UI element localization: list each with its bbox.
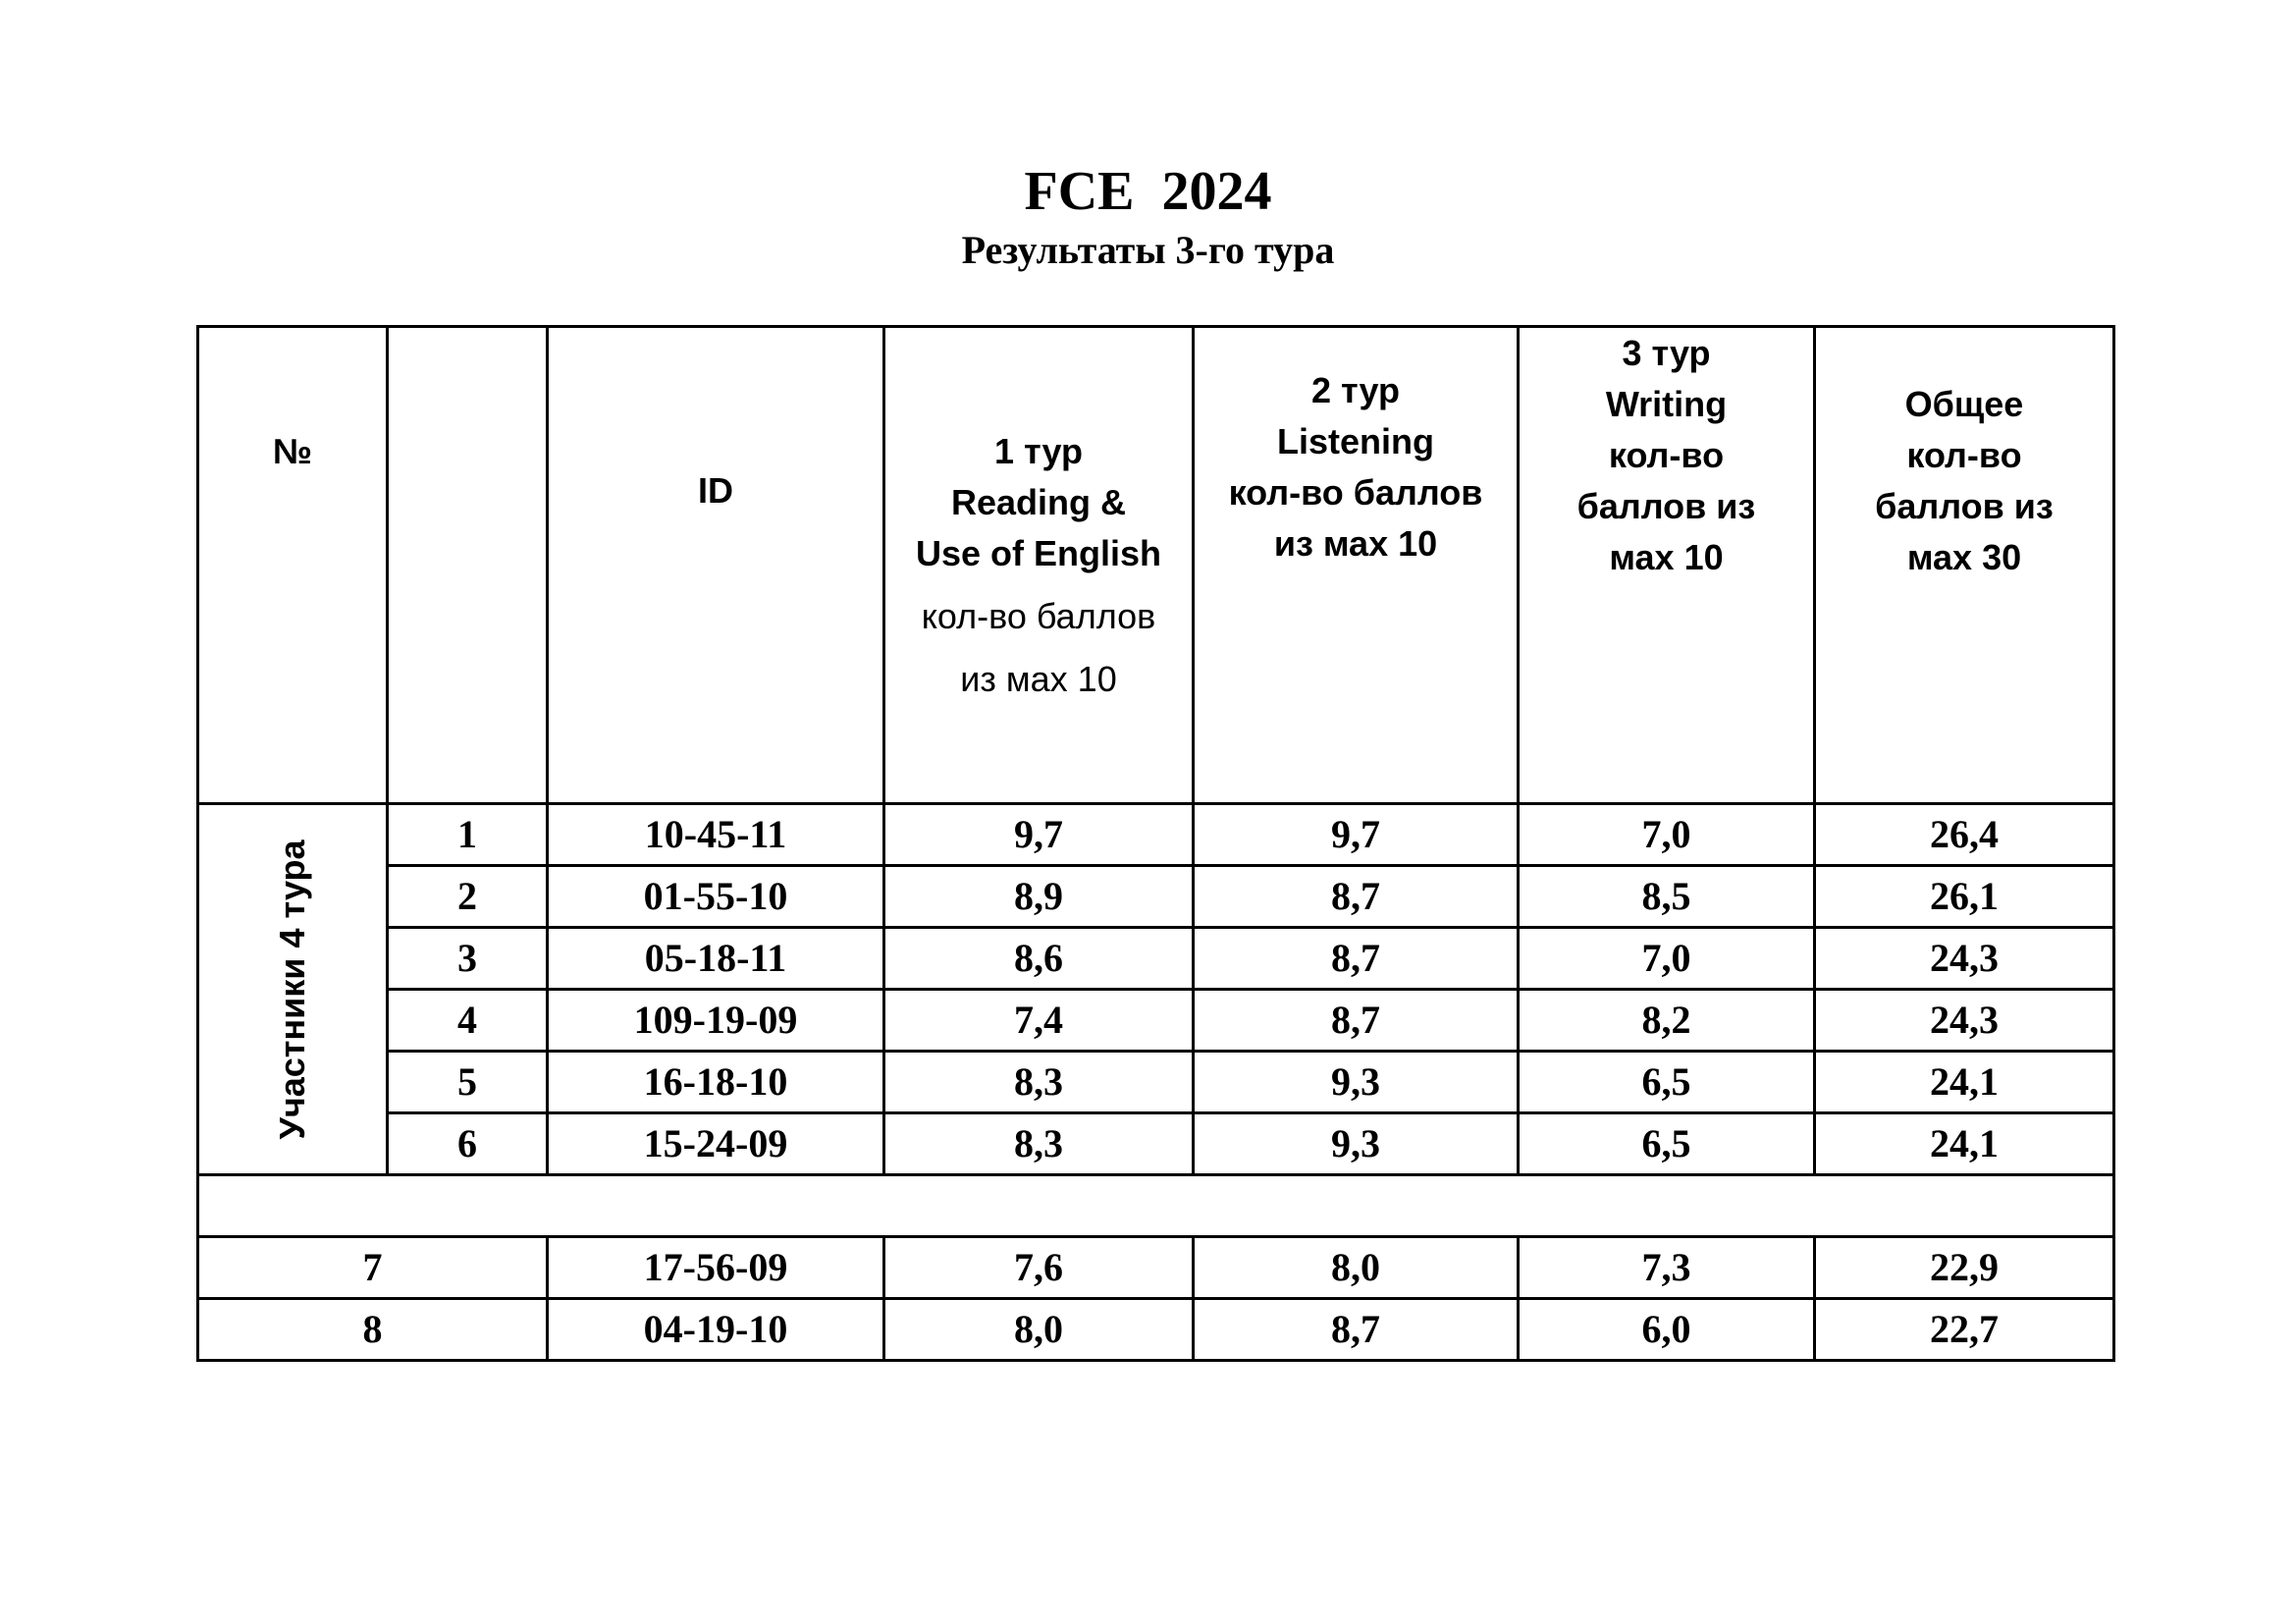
table-row [198, 866, 2114, 928]
header-round3-line1: 3 тур [1622, 333, 1711, 373]
row-round1: 8,3 [884, 1052, 1194, 1113]
row-num: 4 [388, 990, 548, 1052]
header-round3-line2: Writing [1605, 384, 1728, 424]
header-total-line2: кол-во [1906, 435, 2022, 475]
header-round2-line2: Listening [1277, 421, 1434, 461]
table-row [198, 1299, 2114, 1361]
table-row [198, 1113, 2114, 1175]
row-id: 17-56-09 [548, 1237, 884, 1299]
header-round1-line3: Use of English [915, 532, 1162, 573]
row-round1: 8,9 [884, 866, 1194, 928]
row-round2: 9,3 [1194, 1113, 1519, 1175]
row-round2: 8,7 [1194, 1299, 1519, 1361]
header-total-line1: Общее [1904, 384, 2024, 424]
row-id: 109-19-09 [548, 990, 884, 1052]
row-total: 24,1 [1815, 1113, 2114, 1175]
row-total: 26,4 [1815, 804, 2114, 866]
header-round1-line2: Reading & [950, 481, 1126, 522]
row-round3: 6,0 [1519, 1299, 1815, 1361]
row-total: 24,1 [1815, 1052, 2114, 1113]
header-total [1815, 327, 2114, 804]
header-num-label: № [272, 431, 313, 471]
table-row [198, 1237, 2114, 1299]
row-num: 2 [388, 866, 548, 928]
row-round1: 9,7 [884, 804, 1194, 866]
row-round1: 7,4 [884, 990, 1194, 1052]
row-num: 5 [388, 1052, 548, 1113]
row-num: 3 [388, 928, 548, 990]
row-round3: 7,3 [1519, 1237, 1815, 1299]
row-round2: 9,3 [1194, 1052, 1519, 1113]
table-row [198, 990, 2114, 1052]
row-total: 22,7 [1815, 1299, 2114, 1361]
row-id: 15-24-09 [548, 1113, 884, 1175]
header-num [198, 327, 388, 804]
row-round1: 8,3 [884, 1113, 1194, 1175]
row-num: 6 [388, 1113, 548, 1175]
header-round1-line4: кол-во баллов [921, 595, 1156, 636]
header-round2 [1194, 327, 1519, 804]
table-row [198, 928, 2114, 990]
row-id: 16-18-10 [548, 1052, 884, 1113]
header-total-line3: баллов из [1875, 486, 2054, 526]
table-row [198, 1052, 2114, 1113]
header-round3-line4: баллов из [1576, 486, 1756, 526]
header-total-line4: мах 30 [1906, 537, 2022, 577]
row-round3: 6,5 [1519, 1113, 1815, 1175]
header-round3-line3: кол-во [1608, 435, 1725, 475]
row-id: 10-45-11 [548, 804, 884, 866]
separator-cell [198, 1175, 2114, 1237]
header-blank [388, 327, 548, 804]
row-round3: 6,5 [1519, 1052, 1815, 1113]
row-round1: 7,6 [884, 1237, 1194, 1299]
header-id-label: ID [698, 470, 733, 511]
table-separator-row [198, 1175, 2114, 1237]
page-subtitle: Результаты 3-го тура [961, 228, 1335, 272]
row-round2: 9,7 [1194, 804, 1519, 866]
table-row [198, 804, 2114, 866]
header-round1-line1: 1 тур [993, 430, 1084, 471]
header-round3-line5: мах 10 [1609, 537, 1724, 577]
group-cell [198, 804, 388, 1175]
results-table [196, 325, 2115, 1362]
table-header-row [198, 327, 2114, 804]
row-id: 04-19-10 [548, 1299, 884, 1361]
row-total: 24,3 [1815, 990, 2114, 1052]
row-num: 1 [388, 804, 548, 866]
header-round1 [884, 327, 1194, 804]
header-round3 [1519, 327, 1815, 804]
row-round3: 7,0 [1519, 804, 1815, 866]
header-round2-line3: кол-во баллов [1228, 472, 1483, 513]
page-title: FCE 2024 [1024, 161, 1272, 222]
row-total: 22,9 [1815, 1237, 2114, 1299]
header-round2-line4: из мах 10 [1273, 523, 1438, 564]
row-total: 24,3 [1815, 928, 2114, 990]
row-round2: 8,7 [1194, 928, 1519, 990]
row-round3: 7,0 [1519, 928, 1815, 990]
row-round3: 8,5 [1519, 866, 1815, 928]
row-round2: 8,7 [1194, 866, 1519, 928]
header-id [548, 327, 884, 804]
row-num: 8 [198, 1299, 548, 1361]
row-num: 7 [198, 1237, 548, 1299]
row-round1: 8,6 [884, 928, 1194, 990]
row-round2: 8,7 [1194, 990, 1519, 1052]
group-label: Участники 4 тура [272, 839, 312, 1140]
row-round2: 8,0 [1194, 1237, 1519, 1299]
row-id: 05-18-11 [548, 928, 884, 990]
row-id: 01-55-10 [548, 866, 884, 928]
row-round1: 8,0 [884, 1299, 1194, 1361]
row-round3: 8,2 [1519, 990, 1815, 1052]
header-round2-line1: 2 тур [1310, 370, 1401, 410]
header-round1-line5: из мах 10 [960, 658, 1117, 699]
row-total: 26,1 [1815, 866, 2114, 928]
